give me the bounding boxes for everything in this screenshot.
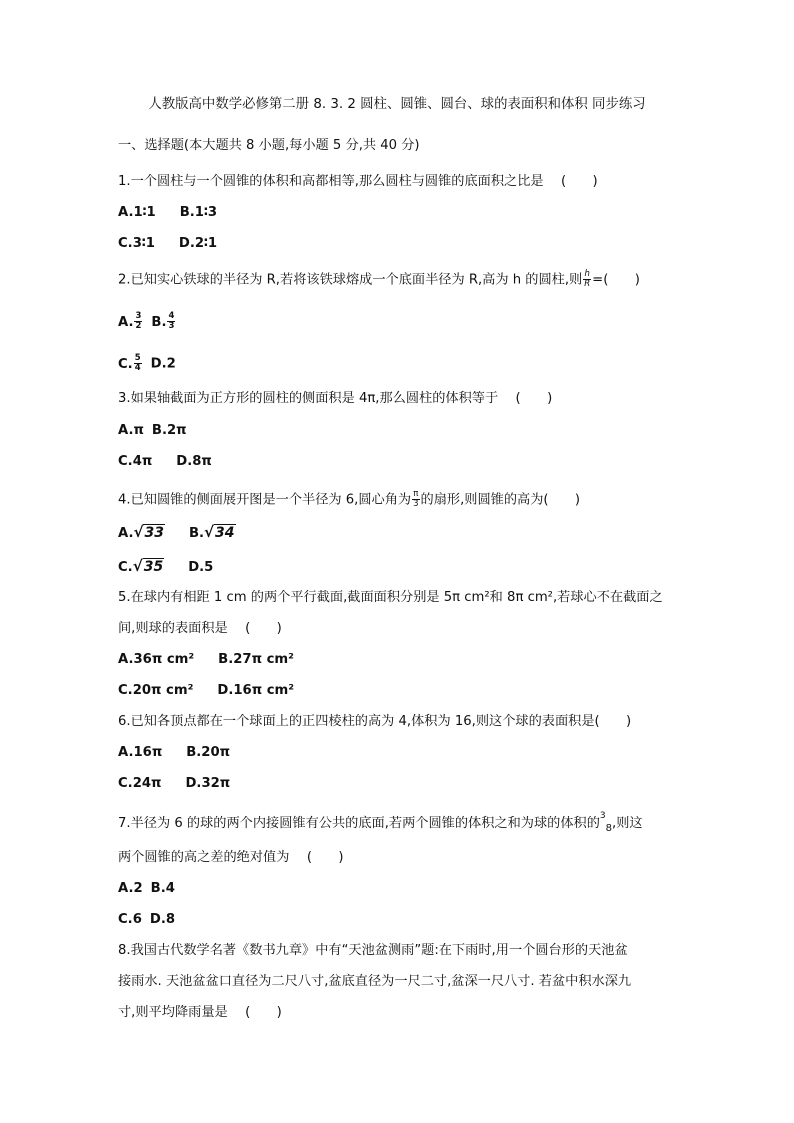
question-7-options-ab: [118, 880, 175, 898]
question-4-options-cd: [118, 557, 213, 577]
option-d: D.8π: [176, 454, 212, 469]
option-b: B.√34: [188, 523, 235, 541]
question-6-options-cd: [118, 775, 230, 793]
fraction-numerator: 3: [599, 811, 606, 821]
question-8-stem-line-1: 8.我国古代数学名著《数书九章》中有“天池盆测雨”题:在下雨时,用一个圆台形的天池盆: [118, 943, 628, 958]
option-a: A.36π cm²: [118, 652, 195, 667]
question-5-stem-line-1: 5.在球内有相距 1 cm 的两个平行截面,截面面积分别是 5π cm²和 8π cm²,若球心不在截面之: [118, 590, 663, 605]
option-b: B. $\frac{4}{3}$: [151, 311, 175, 331]
option-c: C.24π: [118, 776, 162, 791]
question-5-options-ab: [118, 651, 294, 669]
question-2-options-cd: [118, 354, 176, 374]
option-c: C.6: [118, 912, 142, 927]
question-7-options-cd: [118, 911, 175, 929]
question-1-options-cd: [118, 235, 217, 253]
option-a: A.2: [118, 881, 143, 896]
fraction-h-over-r: $\frac{h}{R}$: [584, 269, 591, 289]
fraction-denominator: 8: [605, 823, 613, 834]
option-a: A.16π: [118, 745, 163, 760]
option-b: B.2π: [151, 423, 187, 438]
fraction-pi-over-3: $\frac{\pi}{3}$: [413, 489, 419, 509]
option-b: B.1∶3: [179, 205, 217, 220]
option-d: D.8: [149, 912, 176, 927]
option-d: D.16π cm²: [217, 683, 295, 698]
option-c: C.4π: [118, 454, 153, 469]
option-c: C.3∶1: [118, 236, 155, 251]
question-4-options-ab: [118, 523, 236, 543]
option-c: C.√35: [118, 557, 164, 575]
question-8-stem-line-2: 接雨水. 天池盆盆口直径为二尺八寸,盆底直径为一尺二寸,盆深一尺八寸. 若盆中积水深九: [118, 974, 632, 989]
question-8-stem-line-3: 寸,则平均降雨量是 ( ): [118, 1005, 282, 1020]
option-c: C.20π cm²: [118, 683, 194, 698]
option-b: B.27π cm²: [218, 652, 294, 667]
option-d: D.32π: [185, 776, 231, 791]
question-7-stem-line-1: 7.半径为 6 的球的两个内接圆锥有公共的底面,若两个圆锥的体积之和为球的体积的$^3_8$,则这: [118, 811, 643, 834]
option-d: D.2: [150, 356, 176, 372]
question-6-stem: 6.已知各顶点都在一个球面上的正四棱柱的高为 4,体积为 16,则这个球的表面积是( ): [118, 714, 632, 729]
option-d: D.2∶1: [178, 236, 218, 251]
question-1-options-ab: [118, 204, 217, 222]
option-a: A.√33: [118, 523, 164, 541]
option-a: A.π: [118, 423, 144, 438]
question-2-stem: 2.已知实心铁球的半径为 R,若将该铁球熔成一个底面半径为 R,高为 h 的圆柱,则 $\frac{h}{R}$ =( ): [118, 269, 640, 289]
question-3-stem: 3.如果轴截面为正方形的圆柱的侧面积是 4π,那么圆柱的体积等于 ( ): [118, 391, 553, 406]
option-d: D.5: [188, 560, 214, 575]
question-6-options-ab: [118, 744, 230, 762]
question-4-stem: 4.已知圆锥的侧面展开图是一个半径为 6,圆心角为 $\frac{\pi}{3}$ 的扇形,则圆锥的高为( ): [118, 489, 581, 509]
option-b: B.20π: [186, 745, 231, 760]
question-5-stem-line-2: 间,则球的表面积是 ( ): [118, 621, 282, 636]
option-a: A. $\frac{3}{2}$: [118, 311, 142, 331]
question-1-stem: 1.一个圆柱与一个圆锥的体积和高都相等,那么圆柱与圆锥的底面积之比是 ( ): [118, 174, 598, 189]
question-3-options-cd: [118, 453, 212, 471]
question-7-stem-line-2: 两个圆锥的高之差的绝对值为 ( ): [118, 850, 344, 865]
option-b: B.4: [150, 881, 175, 896]
page-title: 人教版高中数学必修第二册 8. 3. 2 圆柱、圆锥、圆台、球的表面积和体积 同步练习: [148, 97, 646, 112]
question-2-options-ab: [118, 312, 176, 332]
question-3-options-ab: [118, 422, 187, 440]
option-c: C. $\frac{5}{4}$: [118, 353, 141, 373]
section-heading: 一、选择题(本大题共 8 小题,每小题 5 分,共 40 分): [118, 138, 420, 153]
option-a: A.1∶1: [118, 205, 156, 220]
question-5-options-cd: [118, 682, 294, 700]
